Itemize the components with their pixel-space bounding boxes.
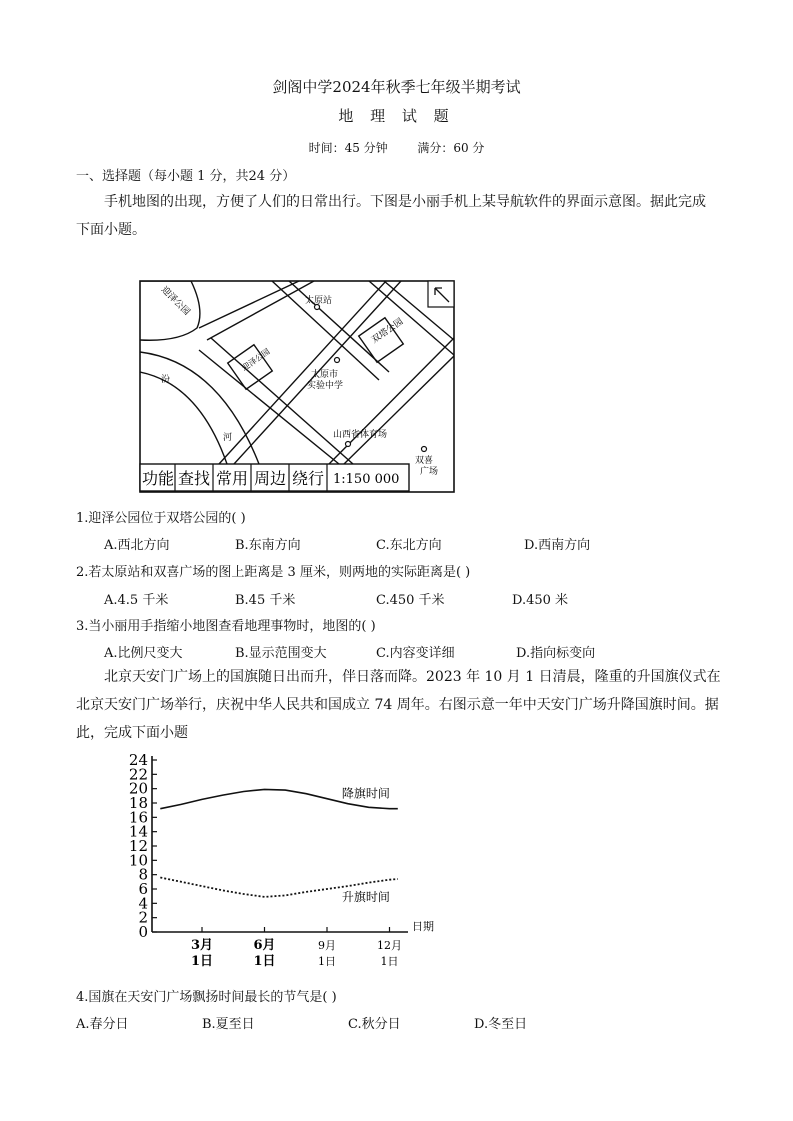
y-tick-label: 24 (128, 752, 148, 769)
q4-option-a[interactable]: A.春分日 (76, 1017, 129, 1032)
y-tick-label: 16 (128, 808, 148, 827)
map-label-school-1: 太原市 (311, 370, 339, 380)
q4-option-c[interactable]: C.秋分日 (348, 1017, 401, 1032)
x-tick-label: 3月 (190, 938, 214, 953)
shuangxi-point (422, 447, 427, 452)
map-label-river-he: 河 (223, 433, 233, 443)
q1-option-c[interactable]: C.东北方向 (376, 538, 442, 553)
navigation-map (139, 280, 455, 493)
stadium-point (346, 442, 351, 447)
q4-option-b[interactable]: B.夏至日 (202, 1017, 255, 1032)
y-tick-label: 10 (128, 851, 148, 870)
map-label-stadium: 山西省体育场 (333, 430, 388, 440)
map-label-shuangxi-2: 广场 (420, 467, 439, 477)
x-tick-label: 12月 (377, 939, 402, 952)
intro-line-2: 下面小题。 (76, 222, 146, 238)
q1-option-b[interactable]: B.东南方向 (235, 538, 301, 553)
x-tick-label: 9月 (318, 939, 336, 952)
map-scale: 1:150 000 (333, 472, 400, 487)
toolbar-common-button[interactable]: 常用 (216, 469, 249, 488)
q1-stem: 1.迎泽公园位于双塔公园的( ) (76, 511, 246, 526)
map-label-park-left: 迎泽公园 (158, 285, 192, 318)
passage2-line-3: 此，完成下面小题 (76, 725, 188, 741)
y-tick-label: 6 (138, 880, 148, 898)
q2-stem: 2.若太原站和双喜广场的图上距离是 3 厘米，则两地的实际距离是( ) (76, 565, 471, 580)
x-tick-label: 6月 (253, 938, 276, 953)
q3-stem: 3.当小丽用手指缩小地图查看地理事物时，地图的( ) (76, 619, 376, 634)
q1-option-d[interactable]: D.西南方向 (524, 538, 591, 553)
q3-option-a[interactable]: A.比例尺变大 (104, 646, 183, 661)
map-toolbar (140, 464, 409, 491)
x-tick-label: 1日 (190, 954, 214, 969)
section-heading: 一、选择题（每小题 1 分，共24 分） (76, 169, 296, 184)
y-tick-label: 18 (128, 794, 148, 812)
map-label-yingze: 迎泽公园 (240, 346, 272, 373)
passage2-line-2: 北京天安门广场举行，庆祝中华人民共和国成立 74 周年。右图示意一年中天安门广场升降国旗时间。据 (76, 697, 719, 713)
x-tick-label: 1日 (318, 955, 336, 968)
y-tick-label: 2 (138, 908, 148, 927)
y-tick-label: 14 (128, 822, 148, 841)
exam-info (0, 139, 793, 156)
toolbar-function-button[interactable]: 功能 (142, 469, 175, 488)
map-label-station: 太原站 (305, 296, 333, 306)
q4-option-d[interactable]: D.冬至日 (474, 1017, 528, 1032)
y-tick-label: 4 (138, 894, 148, 913)
q3-option-b[interactable]: B.显示范围变大 (235, 646, 327, 661)
map-label-river-fen: 汾 (161, 375, 171, 385)
exam-title: 剑阁中学2024年秋季七年级半期考试 (272, 78, 521, 96)
score-info: 满分：60 分 (417, 141, 485, 155)
q2-option-b[interactable]: B.45 千米 (235, 593, 296, 608)
school-point (335, 358, 340, 363)
q2-option-c[interactable]: C.450 千米 (376, 593, 445, 608)
q3-option-d[interactable]: D.指向标变向 (516, 646, 596, 661)
flag-time-chart (118, 752, 438, 974)
q3-option-c[interactable]: C.内容变详细 (376, 646, 455, 661)
toolbar-detour-button[interactable]: 绕行 (292, 469, 325, 488)
passage2-line-1: 北京天安门广场上的国旗随日出而升，伴日落而降。2023 年 10 月 1 日清晨，隆重的升国旗仪式在 (104, 669, 721, 685)
y-tick-label: 8 (138, 865, 148, 884)
y-tick-label: 0 (138, 923, 148, 941)
toolbar-nearby-button[interactable]: 周边 (254, 469, 287, 488)
map-label-school-2: 实验中学 (307, 381, 344, 391)
intro-line-1: 手机地图的出现，方便了人们的日常出行。下图是小丽手机上某导航软件的界面示意图。据此完成 (104, 194, 706, 210)
map-label-shuangxi-1: 双喜 (415, 456, 434, 466)
map-label-shuangta: 双塔公园 (370, 316, 406, 346)
series-label: 升旗时间 (341, 889, 390, 904)
series-label: 降旗时间 (341, 786, 390, 801)
toolbar-search-button[interactable]: 查找 (178, 469, 211, 488)
y-tick-label: 20 (128, 779, 148, 798)
q2-option-d[interactable]: D.450 米 (512, 593, 569, 608)
q2-option-a[interactable]: A.4.5 千米 (104, 593, 169, 608)
y-tick-label: 12 (128, 837, 148, 855)
x-tick-label: 1日 (253, 954, 276, 969)
y-tick-label: 22 (128, 765, 148, 784)
exam-subject: 地 理 试 题 (338, 107, 455, 125)
time-info: 时间：45 分钟 (308, 141, 388, 155)
q1-option-a[interactable]: A.西北方向 (104, 538, 170, 553)
x-axis-label: 日期 (412, 920, 434, 933)
q4-stem: 4.国旗在天安门广场飘扬时间最长的节气是( ) (76, 990, 337, 1005)
x-tick-label: 1日 (380, 955, 399, 968)
